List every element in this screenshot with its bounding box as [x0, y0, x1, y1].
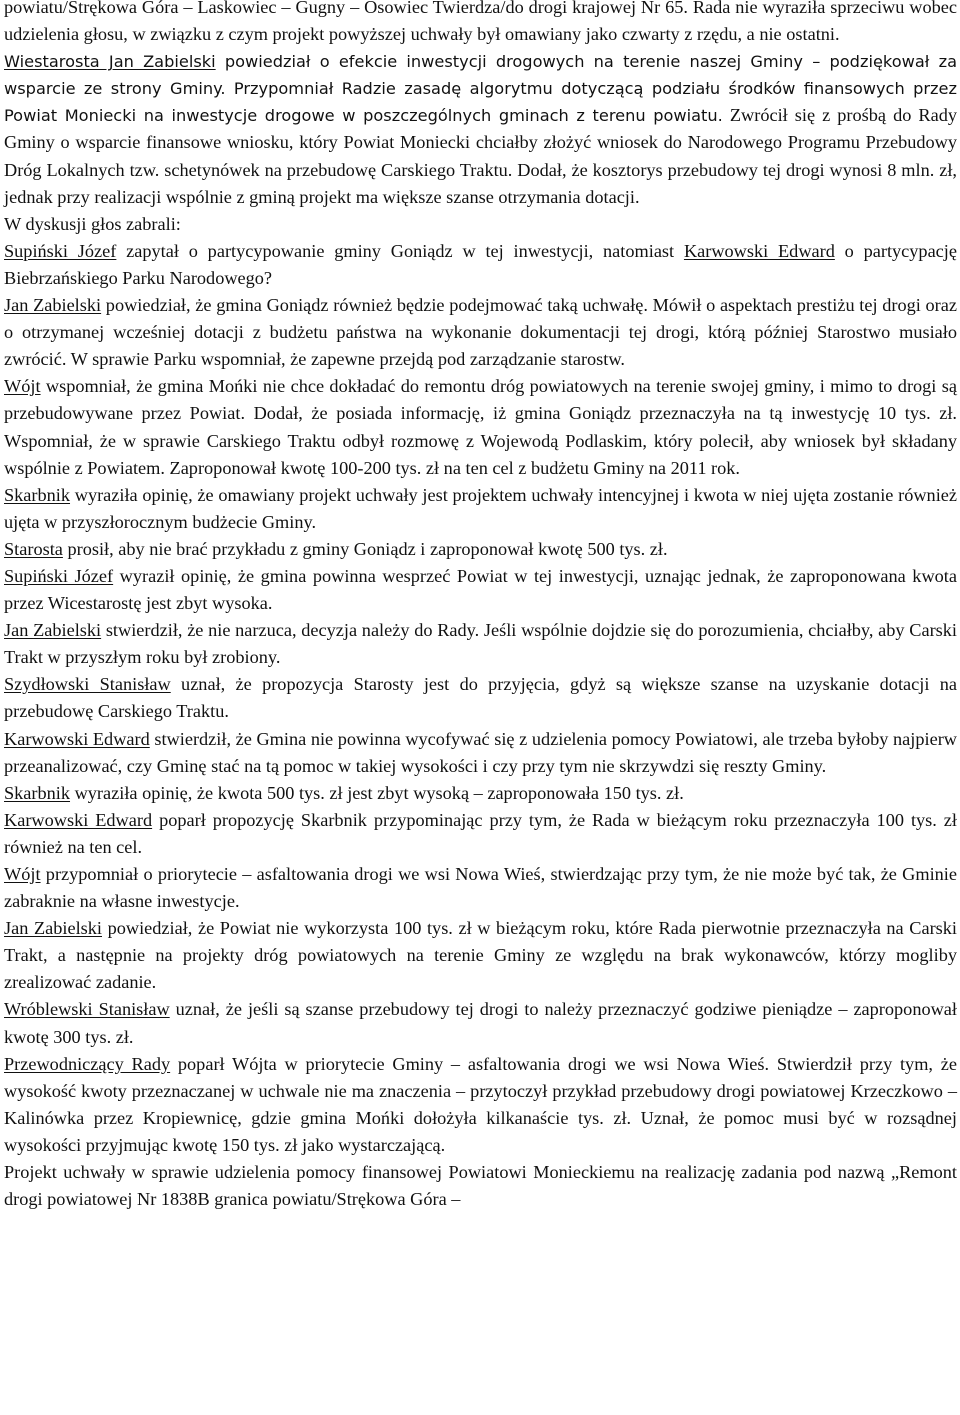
- paragraph-text: wspomniał, że gmina Mońki nie chce dokładać do remontu dróg powiatowych na terenie swojej gminy, i mimo to drogi są przebudowywane przez Powiat. Dodał, że posiada informację, iż gmina Goniądz przeznaczyła na tą inwestycję 10 tys. zł. Wspomniał, że w sprawie Carskiego Traktu odbył rozmowę z Wojewodą Podlaskim, który polecił, aby wniosek był składany wspólnie z Powiatem. Zaproponował kwotę 100-200 tys. zł na ten cel z budżetu Gminy na 2011 rok.: [4, 376, 957, 478]
- paragraph-wojt-2: [4, 861, 957, 915]
- paragraph-text: powiedział, że gmina Goniądz również będzie podejmować taką uchwałę. Mówił o aspektach prestiżu tej drogi oraz o otrzymanej wcześniej dotacji z budżetu państwa na wykonanie dokumentacji tej drogi, którą później Starostwo musiało zwrócić. W sprawie Parku wspomniał, że zapewne przejdą pod zarządzanie starostw.: [4, 295, 958, 370]
- speaker-name: Karwowski Edward: [683, 240, 835, 261]
- paragraph-skarbnik-1: [4, 482, 957, 536]
- paragraph-zabielski-1: [4, 292, 957, 373]
- paragraph-text: uznał, że jeśli są szanse przebudowy tej drogi to należy przeznaczyć godziwe pieniądze – zaproponował kwotę 300 tys. zł.: [4, 999, 957, 1047]
- speaker-name: Szydłowski Stanisław: [4, 674, 171, 695]
- paragraph-text: o partycypację Biebrzańskiego Parku Narodowego?: [4, 240, 957, 288]
- paragraph-text: poparł Wójta w priorytecie Gminy – asfaltowania drogi we wsi Nowa Wieś. Stwierdził przy tym, że wysokość kwoty przeznaczanej w uchwale nie ma znaczenia – przytoczył przykład przebudowy drogi powiatowej Krzeczkowo – Kalinówka przez Kropiewnicę, gdzie gmina Mońki dołożyła kilkanaście tys. zł. Uznał, że pomoc musi być w rozsądnej wysokości przyjmując kwotę 150 tys. zł jako wystarczającą.: [4, 1053, 957, 1155]
- paragraph-wicestarosta: [4, 48, 957, 211]
- paragraph-text: wyraziła opinię, że omawiany projekt uchwały jest projektem uchwały intencyjnej i kwota w niej ujęta zostanie również ujęta w przyszłorocznym budżecie Gminy.: [4, 484, 957, 532]
- speaker-name: Jan Zabielski: [4, 295, 102, 316]
- speaker-name: Wójt: [4, 864, 41, 884]
- paragraph-karwowski-1: [4, 726, 957, 780]
- speaker-name: Supiński Józef: [4, 240, 117, 261]
- speaker-name: Jan Zabielski: [4, 620, 102, 641]
- paragraph-text: powiedział o efekcie inwestycji drogowych na terenie naszej Gminy – podziękował za wsparcie ze strony Gminy. Przypomniał Radzie zasadę algorytmu dotyczącą podziału środków finansowych przez Powiat Moniecki na inwestycje drogowe w poszczególnych gminach z terenu powiatu.: [4, 52, 958, 126]
- speaker-name: Starosta: [4, 538, 63, 559]
- paragraph-intro: powiatu/Strękowa Góra – Laskowiec – Gugny – Osowiec Twierdza/do drogi krajowej Nr 65. Rada nie wyraziła sprzeciwu wobec udzielenia głosu, w związku z czym projekt powyższej uchwały był omawiany jako czwarty z rzędu, a nie ostatni.: [4, 0, 957, 45]
- paragraph-text: zapytał o partycypowanie gminy Goniądz w tej inwestycji, natomiast: [116, 240, 684, 261]
- paragraph-text: poparł propozycję Skarbnik przypominając przy tym, że Rada w bieżącym roku przeznaczyła 100 tys. zł również na ten cel.: [4, 809, 957, 857]
- paragraph-text: uznał, że propozycja Starosty jest do przyjęcia, gdyż są większe szanse na uzyskanie dotacji na przebudowę Carskiego Traktu.: [4, 674, 957, 722]
- speaker-name: Wróblewski Stanisław: [4, 999, 170, 1020]
- paragraph-wroblewski: [4, 996, 957, 1050]
- paragraph-text: wyraził opinię, że gmina powinna wesprzeć Powiat w tej inwestycji, uznając jednak, że zaproponowana kwota przez Wicestarostę jest zbyt wysoka.: [4, 565, 957, 614]
- paragraph-projekt-uchwaly: Projekt uchwały w sprawie udzielenia pomocy finansowej Powiatowi Monieckiemu na realizację zadania pod nazwą „Remont drogi powiatowej Nr 1838B granica powiatu/Strękowa Góra –: [4, 1162, 957, 1210]
- paragraph-supinski-opinion: [4, 563, 957, 617]
- paragraph-zabielski-3: [4, 915, 957, 996]
- paragraph-zabielski-2: [4, 617, 957, 671]
- paragraph-text: Zwrócił się z prośbą do Rady Gminy o wsparcie finansowe wniosku, który Powiat Moniecki chciałby złożyć wniosek do Narodowego Programu Przebudowy Dróg Lokalnych tzw. schetynówek na przebudowę Carskiego Traktu. Dodał, że kosztorys przebudowy tej drogi wynosi 8 mln. zł, jednak przy realizacji wspólnie z gminą projekt ma większe szanse otrzymania dotacji.: [4, 105, 957, 207]
- speaker-name: Skarbnik: [4, 782, 71, 803]
- paragraph-text: powiedział, że Powiat nie wykorzysta 100 tys. zł w bieżącym roku, które Rada pierwotnie przeznaczyła na Carski Trakt, a następnie na projekty dróg powiatowych na terenie Gminy ze względu na brak wykonawców, którzy mogliby zrealizować zadanie.: [4, 918, 957, 993]
- paragraph-karwowski-2: [4, 807, 957, 861]
- discussion-heading: W dyskusji głos zabrali:: [4, 213, 181, 234]
- speaker-name: Skarbnik: [4, 484, 71, 505]
- speaker-name: Wiestarosta Jan Zabielski: [4, 52, 216, 72]
- paragraph-wojt-1: [4, 373, 957, 481]
- paragraph-text: wyraziła opinię, że kwota 500 tys. zł jest zbyt wysoką – zaproponowała 150 tys. zł.: [70, 782, 684, 803]
- speaker-name: Karwowski Edward: [4, 809, 153, 830]
- speaker-name: Supiński Józef: [4, 565, 114, 586]
- paragraph-szydlowski: [4, 671, 957, 725]
- speaker-name: Wójt: [4, 376, 41, 397]
- paragraph-starosta: [4, 536, 957, 563]
- paragraph-skarbnik-2: [4, 780, 957, 807]
- speaker-name: Przewodniczący Rady: [4, 1053, 171, 1074]
- paragraph-supinski-question: [4, 238, 957, 292]
- speaker-name: Jan Zabielski: [4, 918, 102, 939]
- paragraph-text: stwierdził, że Gmina nie powinna wycofywać się z udzielenia pomocy Powiatowi, ale trzeba byłoby najpierw przeanalizować, czy Gminę stać na tą pomoc w takiej wysokości i czy przy tym nie skrzywdzi się reszty Gminy.: [4, 728, 957, 776]
- paragraph-text: prosił, aby nie brać przykładu z gminy Goniądz i zaproponował kwotę 500 tys. zł.: [62, 538, 668, 559]
- paragraph-text: stwierdził, że nie narzuca, decyzja należy do Rady. Jeśli wspólnie dojdzie się do porozumienia, chciałby, aby Carski Trakt w przyszłym roku był zrobiony.: [4, 620, 957, 668]
- paragraph-przewodniczacy: [4, 1051, 957, 1159]
- speaker-name: Karwowski Edward: [4, 728, 150, 749]
- paragraph-text: przypomniał o priorytecie – asfaltowania drogi we wsi Nowa Wieś, stwierdzając przy tym, że nie może być tak, że Gminie zabraknie na własne inwestycje.: [4, 864, 957, 912]
